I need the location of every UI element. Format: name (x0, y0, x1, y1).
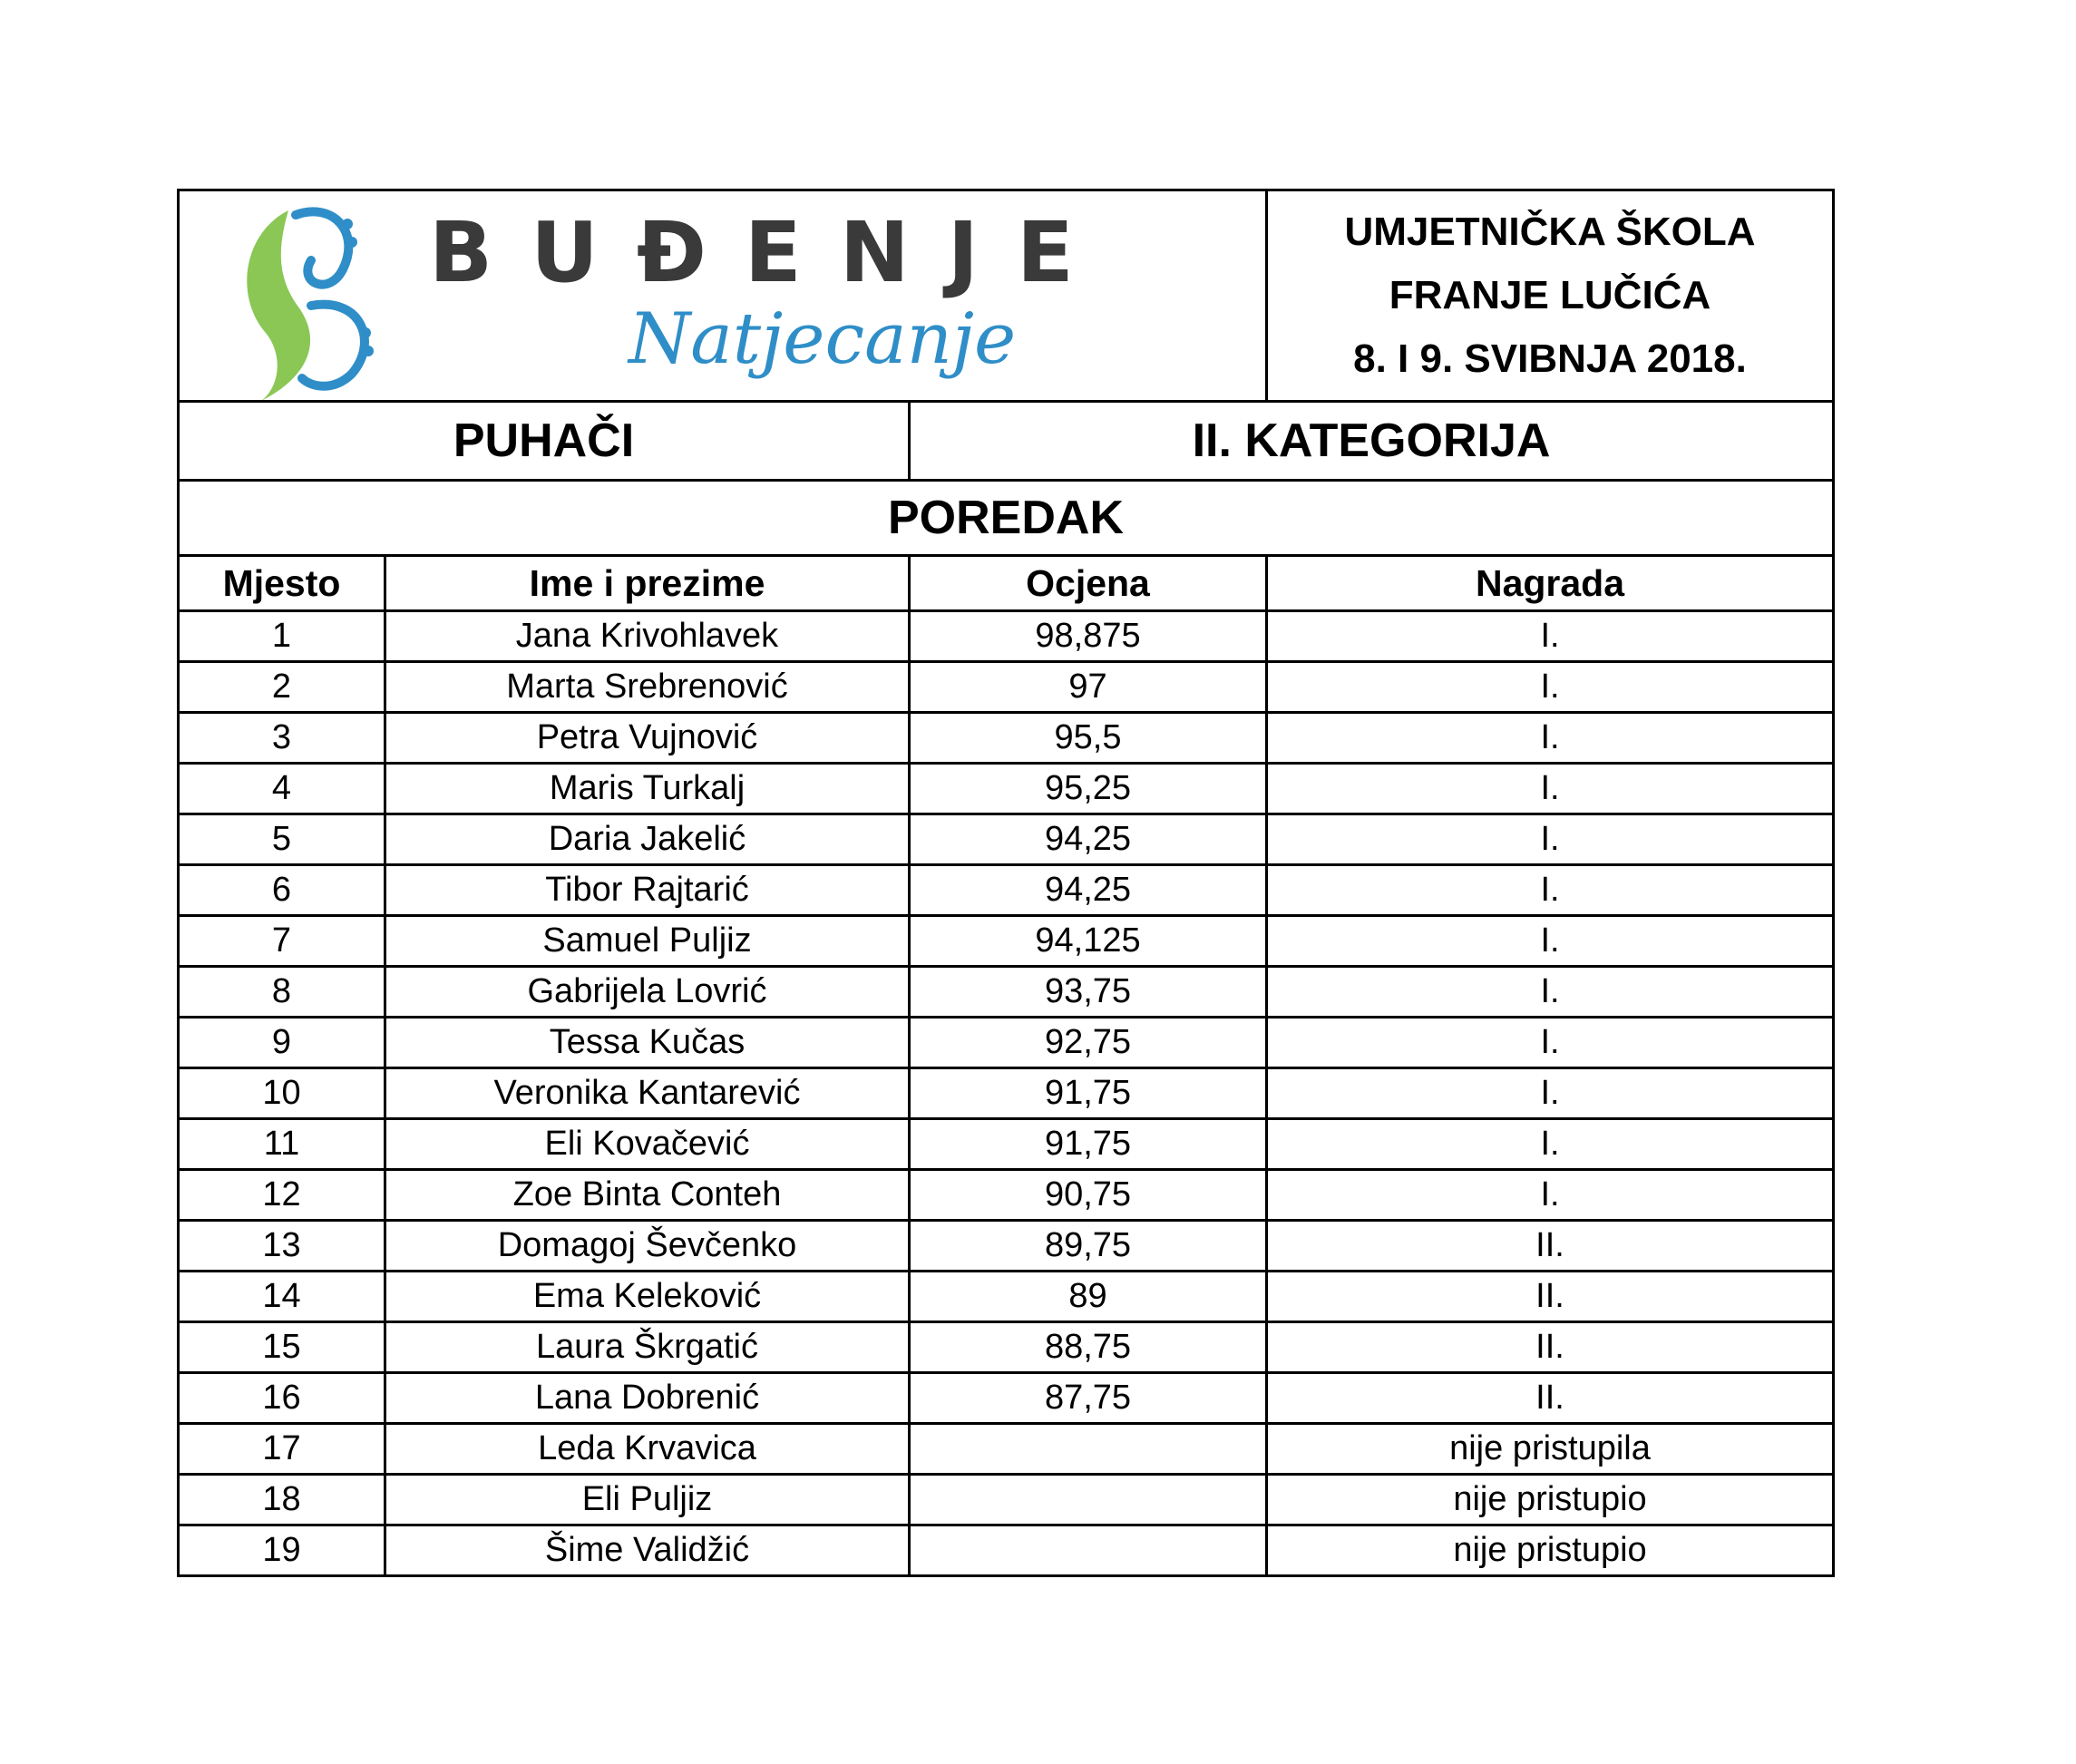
cell-nagrada: I. (1267, 713, 1834, 764)
table-row (179, 1525, 1834, 1576)
column-header-ocjena: Ocjena (910, 556, 1267, 611)
table-row (179, 1068, 1834, 1119)
table-row (179, 662, 1834, 713)
cell-ime: Samuel Puljiz (385, 916, 910, 967)
table-row (179, 814, 1834, 865)
category-row (179, 402, 1834, 481)
school-info (1267, 190, 1834, 402)
event-date: 8. I 9. SVIBNJA 2018. (1353, 336, 1747, 381)
cell-ocjena (910, 1424, 1267, 1475)
cell-nagrada: II. (1267, 1272, 1834, 1322)
table-row (179, 1373, 1834, 1424)
logo-cell (179, 190, 1267, 402)
cell-nagrada: nije pristupio (1267, 1475, 1834, 1525)
cell-ime: Marta Srebrenović (385, 662, 910, 713)
cell-ocjena: 91,75 (910, 1119, 1267, 1170)
cell-ime: Ema Keleković (385, 1272, 910, 1322)
cell-ime: Eli Puljiz (385, 1475, 910, 1525)
cell-ime: Laura Škrgatić (385, 1322, 910, 1373)
table-row (179, 1170, 1834, 1221)
cell-ocjena: 89,75 (910, 1221, 1267, 1272)
cell-nagrada: I. (1267, 1018, 1834, 1068)
cell-ocjena: 95,25 (910, 764, 1267, 814)
cell-nagrada: I. (1267, 967, 1834, 1018)
cell-ime: Šime Validžić (385, 1525, 910, 1576)
music-heart-icon (225, 197, 388, 402)
cell-ocjena: 92,75 (910, 1018, 1267, 1068)
cell-mjesto: 19 (179, 1525, 385, 1576)
table-row (179, 865, 1834, 916)
cell-nagrada: I. (1267, 814, 1834, 865)
cell-mjesto: 3 (179, 713, 385, 764)
cell-nagrada: I. (1267, 1068, 1834, 1119)
cell-nagrada: I. (1267, 1119, 1834, 1170)
table-row (179, 1272, 1834, 1322)
cell-ocjena: 91,75 (910, 1068, 1267, 1119)
cell-ime: Zoe Binta Conteh (385, 1170, 910, 1221)
cell-ocjena: 94,25 (910, 814, 1267, 865)
table-row (179, 1221, 1834, 1272)
cell-mjesto: 15 (179, 1322, 385, 1373)
column-header-row (179, 556, 1834, 611)
title-row (179, 481, 1834, 556)
cell-mjesto: 11 (179, 1119, 385, 1170)
cell-mjesto: 9 (179, 1018, 385, 1068)
cell-mjesto: 8 (179, 967, 385, 1018)
table-row (179, 1119, 1834, 1170)
cell-ocjena: 94,125 (910, 916, 1267, 967)
cell-ocjena: 87,75 (910, 1373, 1267, 1424)
results-table-body (179, 190, 1834, 1576)
cell-ocjena (910, 1475, 1267, 1525)
logo-wordmark: BUĐENJE (429, 204, 1112, 301)
school-name-line1: UMJETNIČKA ŠKOLA (1344, 210, 1756, 254)
table-row (179, 764, 1834, 814)
cell-nagrada: I. (1267, 1170, 1834, 1221)
cell-ocjena: 95,5 (910, 713, 1267, 764)
cell-nagrada: II. (1267, 1221, 1834, 1272)
cell-mjesto: 6 (179, 865, 385, 916)
cell-ocjena: 97 (910, 662, 1267, 713)
cell-ime: Domagoj Ševčenko (385, 1221, 910, 1272)
cell-mjesto: 2 (179, 662, 385, 713)
cell-nagrada: I. (1267, 865, 1834, 916)
logo (180, 191, 1265, 400)
table-row (179, 1018, 1834, 1068)
cell-ocjena: 90,75 (910, 1170, 1267, 1221)
cell-mjesto: 14 (179, 1272, 385, 1322)
logo-subtitle: Natjecanje (629, 298, 1017, 380)
school-name-line2: FRANJE LUČIĆA (1389, 273, 1711, 317)
cell-mjesto: 5 (179, 814, 385, 865)
cell-nagrada: nije pristupio (1267, 1525, 1834, 1576)
cell-ime: Leda Krvavica (385, 1424, 910, 1475)
cell-ocjena: 94,25 (910, 865, 1267, 916)
cell-nagrada: II. (1267, 1322, 1834, 1373)
category-label: II. KATEGORIJA (910, 402, 1834, 481)
cell-mjesto: 1 (179, 611, 385, 662)
cell-nagrada: nije pristupila (1267, 1424, 1834, 1475)
cell-ime: Eli Kovačević (385, 1119, 910, 1170)
cell-ocjena: 93,75 (910, 967, 1267, 1018)
cell-ime: Lana Dobrenić (385, 1373, 910, 1424)
header-row (179, 190, 1834, 402)
cell-ocjena: 88,75 (910, 1322, 1267, 1373)
cell-ime: Veronika Kantarević (385, 1068, 910, 1119)
cell-ime: Tibor Rajtarić (385, 865, 910, 916)
cell-mjesto: 18 (179, 1475, 385, 1525)
cell-mjesto: 13 (179, 1221, 385, 1272)
table-row (179, 1475, 1834, 1525)
column-header-ime: Ime i prezime (385, 556, 910, 611)
cell-mjesto: 4 (179, 764, 385, 814)
cell-mjesto: 17 (179, 1424, 385, 1475)
cell-nagrada: I. (1267, 916, 1834, 967)
table-row (179, 916, 1834, 967)
cell-mjesto: 16 (179, 1373, 385, 1424)
cell-nagrada: I. (1267, 764, 1834, 814)
table-row (179, 1322, 1834, 1373)
cell-ime: Jana Krivohlavek (385, 611, 910, 662)
table-row (179, 1424, 1834, 1475)
column-header-mjesto: Mjesto (179, 556, 385, 611)
cell-ime: Daria Jakelić (385, 814, 910, 865)
cell-ocjena: 89 (910, 1272, 1267, 1322)
cell-ime: Maris Turkalj (385, 764, 910, 814)
cell-mjesto: 10 (179, 1068, 385, 1119)
table-row (179, 967, 1834, 1018)
table-row (179, 611, 1834, 662)
table-row (179, 713, 1834, 764)
instrument-group: PUHAČI (179, 402, 910, 481)
cell-ime: Gabrijela Lovrić (385, 967, 910, 1018)
cell-mjesto: 7 (179, 916, 385, 967)
cell-ime: Tessa Kučas (385, 1018, 910, 1068)
cell-nagrada: I. (1267, 611, 1834, 662)
results-table (177, 189, 1835, 1577)
cell-ocjena (910, 1525, 1267, 1576)
column-header-nagrada: Nagrada (1267, 556, 1834, 611)
cell-mjesto: 12 (179, 1170, 385, 1221)
cell-ocjena: 98,875 (910, 611, 1267, 662)
cell-nagrada: II. (1267, 1373, 1834, 1424)
table-title: POREDAK (179, 481, 1834, 556)
cell-ime: Petra Vujnović (385, 713, 910, 764)
cell-nagrada: I. (1267, 662, 1834, 713)
